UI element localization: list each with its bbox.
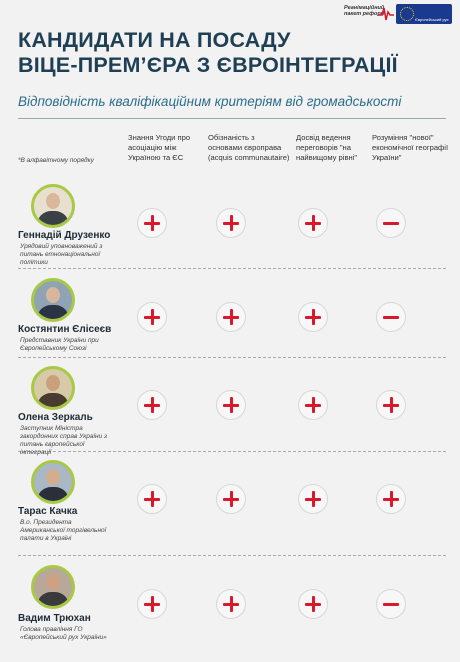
plus-icon — [137, 302, 167, 332]
title-line-1: КАНДИДАТИ НА ПОСАДУ — [18, 28, 291, 52]
candidate-role: В.о. Президента Американської торгівельної палати в Україні — [20, 519, 107, 542]
candidate-photo — [31, 565, 75, 609]
rpr-logo — [344, 4, 390, 24]
row-divider — [18, 268, 446, 269]
eu-logo-text: Європейський рух — [415, 17, 449, 22]
pulse-icon — [378, 6, 394, 22]
plus-icon — [216, 302, 246, 332]
candidate-photo — [31, 278, 75, 322]
plus-icon — [216, 484, 246, 514]
candidate-photo — [31, 366, 75, 410]
plus-icon — [298, 208, 328, 238]
plus-icon — [137, 390, 167, 420]
sort-order-note: *В алфавітному порядку — [18, 157, 94, 164]
candidate-photo — [31, 460, 75, 504]
partner-logos — [344, 4, 452, 24]
plus-icon — [137, 484, 167, 514]
criterion-header-2: Обізнаність з основами європрава (acquis communautaire) — [208, 133, 290, 162]
candidate-name: Вадим Трюхан — [18, 613, 91, 624]
plus-icon — [216, 390, 246, 420]
plus-icon — [376, 390, 406, 420]
row-divider — [18, 555, 446, 556]
minus-icon — [376, 208, 406, 238]
plus-icon — [216, 208, 246, 238]
plus-icon — [298, 484, 328, 514]
candidate-role: Представник України при Європейському Союзі — [20, 337, 99, 352]
criterion-header-4: Розуміння "нової" економічної географії України" — [372, 133, 449, 162]
criterion-header-1: Знання Угоди про асоціацію між Україною та ЄС — [128, 133, 191, 162]
candidate-role: Урядовий уповноважений з питань етнонаціональної політики — [20, 243, 103, 266]
minus-icon — [376, 302, 406, 332]
candidate-name: Тарас Качка — [18, 506, 78, 517]
criterion-header-3: Досвід ведення переговорів "на найвищому рівні" — [296, 133, 358, 162]
plus-icon — [216, 589, 246, 619]
rpr-logo-text: Реанімаційний пакет реформ — [344, 5, 385, 17]
candidate-name: Костянтин Єлісеєв — [18, 324, 112, 335]
candidate-photo — [31, 184, 75, 228]
european-movement-logo — [396, 4, 452, 24]
plus-icon — [298, 589, 328, 619]
row-divider — [18, 357, 446, 358]
candidate-name: Геннадій Друзенко — [18, 230, 111, 241]
title-divider — [18, 118, 446, 119]
candidate-role: Голова правління ГО «Європейський рух України» — [20, 626, 107, 641]
title-line-2: ВІЦЕ-ПРЕМ’ЄРА З ЄВРОІНТЕГРАЦІЇ — [18, 53, 398, 77]
plus-icon — [376, 484, 406, 514]
candidate-role: Заступник Міністра закордонних справ України з питань європейської інтеграції — [20, 425, 107, 456]
page-subtitle: Відповідність кваліфікаційним критеріям від громадськості — [18, 94, 402, 109]
plus-icon — [298, 302, 328, 332]
plus-icon — [137, 208, 167, 238]
plus-icon — [137, 589, 167, 619]
plus-icon — [298, 390, 328, 420]
eu-stars-icon — [400, 7, 414, 21]
page-title — [18, 28, 398, 78]
minus-icon — [376, 589, 406, 619]
candidate-name: Олена Зеркаль — [18, 412, 93, 423]
